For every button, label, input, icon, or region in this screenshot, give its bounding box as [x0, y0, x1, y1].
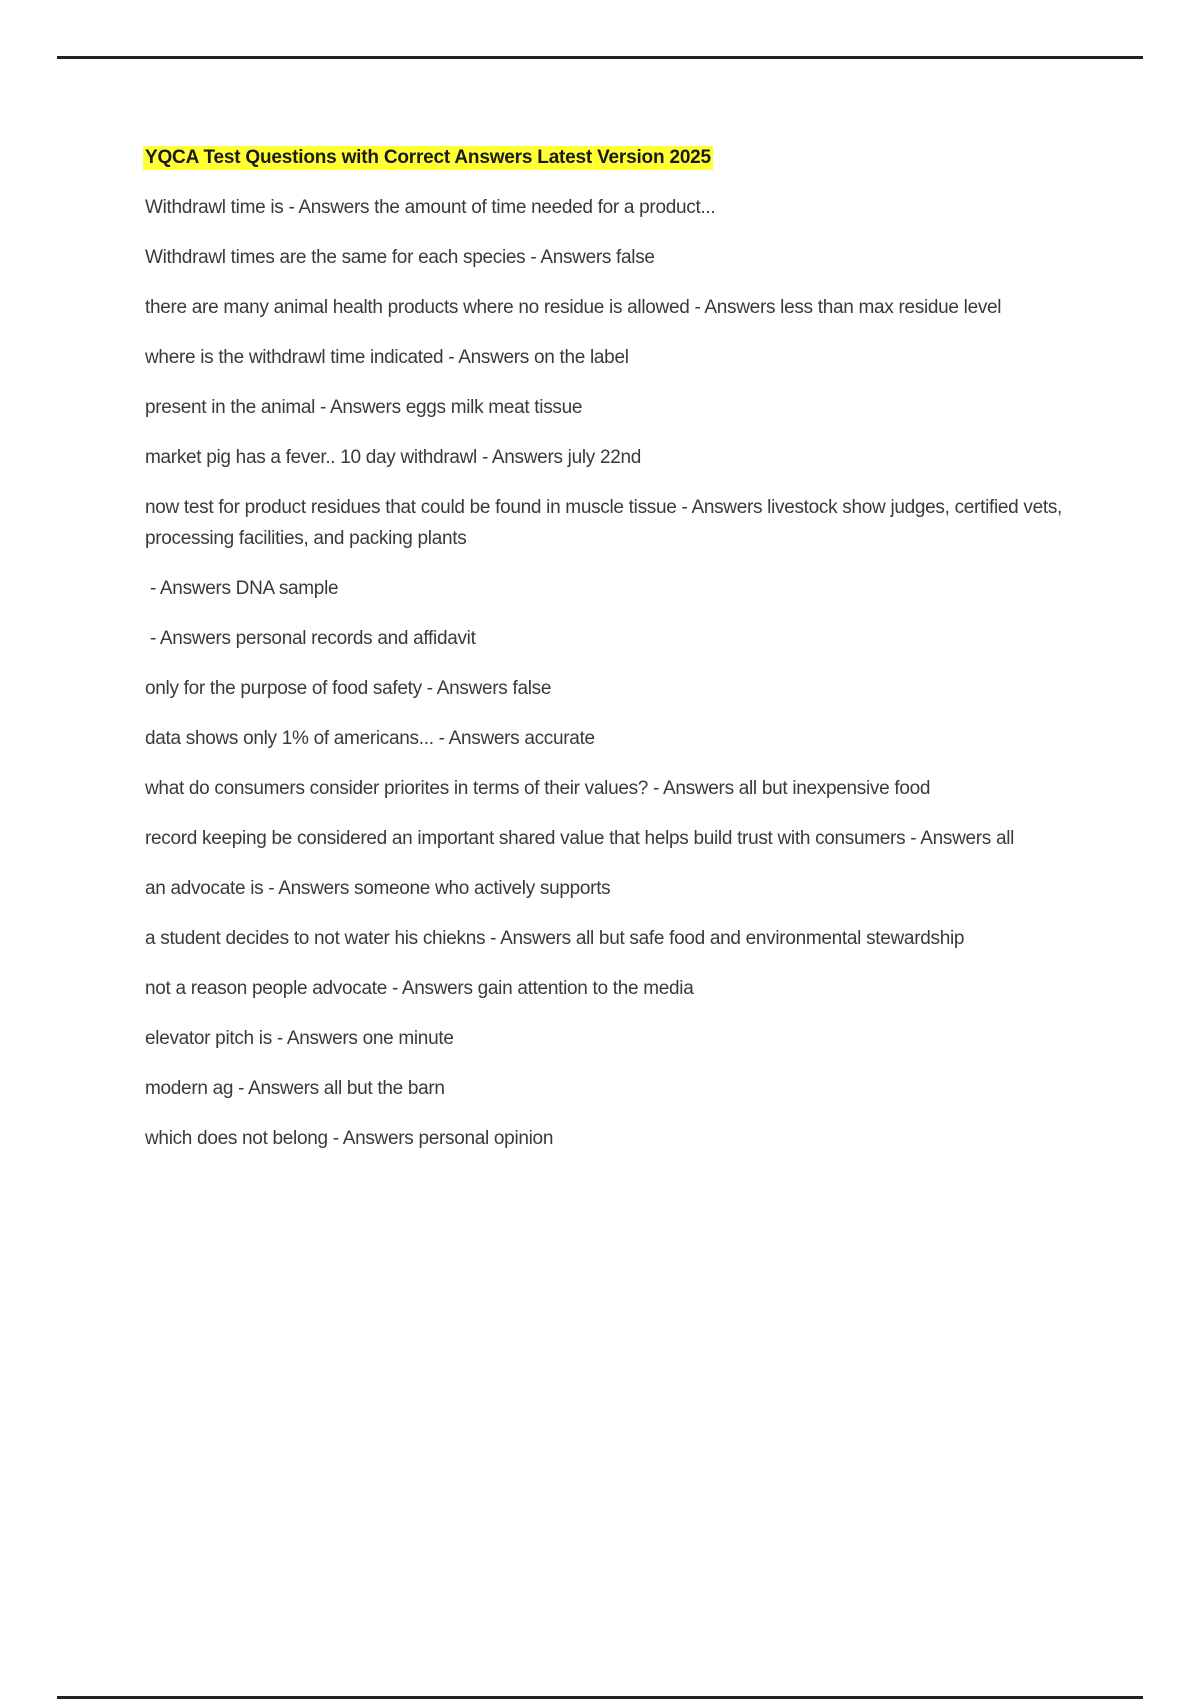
footer-rule — [57, 1696, 1143, 1699]
qa-item: an advocate is - Answers someone who actively supports — [145, 878, 611, 899]
qa-item: there are many animal health products where no residue is allowed - Answers less than max residue level — [145, 297, 1002, 318]
qa-item: a student decides to not water his chiekns - Answers all but safe food and environmental stewardship — [145, 928, 965, 949]
qa-item: record keeping be considered an important shared value that helps build trust with consumers - Answers all — [145, 828, 1015, 849]
qa-item: present in the animal - Answers eggs milk meat tissue — [145, 397, 583, 418]
qa-item: which does not belong - Answers personal opinion — [145, 1128, 554, 1149]
qa-item: market pig has a fever.. 10 day withdrawl - Answers july 22nd — [145, 447, 642, 468]
qa-item: now test for product residues that could be found in muscle tissue - Answers livestock show judges, certified vets, processing facilities, and packing plants — [145, 497, 1063, 549]
qa-item: - Answers personal records and affidavit — [145, 628, 476, 649]
qa-item: - Answers DNA sample — [145, 578, 339, 599]
qa-item: what do consumers consider priorites in terms of their values? - Answers all but inexpensive food — [145, 778, 931, 799]
qa-item: not a reason people advocate - Answers gain attention to the media — [145, 978, 694, 999]
qa-item: elevator pitch is - Answers one minute — [145, 1028, 454, 1049]
qa-item: only for the purpose of food safety - Answers false — [145, 678, 552, 699]
header-rule — [57, 56, 1143, 59]
qa-item: modern ag - Answers all but the barn — [145, 1078, 445, 1099]
document-body — [145, 146, 1065, 1154]
qa-item: data shows only 1% of americans... - Answers accurate — [145, 728, 595, 749]
qa-item: where is the withdrawl time indicated - Answers on the label — [145, 347, 629, 368]
qa-item: Withdrawl times are the same for each species - Answers false — [145, 247, 655, 268]
qa-item: Withdrawl time is - Answers the amount of time needed for a product... — [145, 197, 716, 218]
document-title: YQCA Test Questions with Correct Answers Latest Version 2025 — [145, 147, 711, 168]
